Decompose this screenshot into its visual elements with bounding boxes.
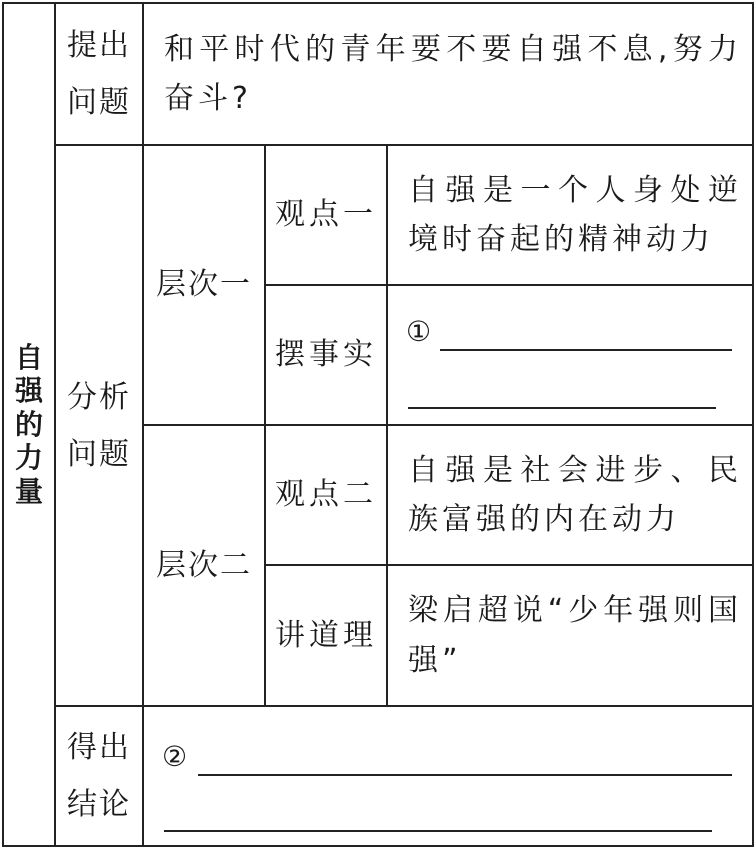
facts-label-cell <box>265 285 387 425</box>
facts-answer-cell <box>387 285 753 425</box>
reasoning-label: 讲道理 <box>275 617 377 653</box>
viewpoint-two-label-cell <box>265 425 387 565</box>
analysis-table <box>2 2 754 847</box>
table-title: 自强的力量 <box>14 340 43 508</box>
stage-analyze-label: 分析问题 <box>67 379 131 472</box>
viewpoint-one-label: 观点一 <box>275 197 377 233</box>
level-two-label: 层次二 <box>156 547 252 583</box>
viewpoint-two-label: 观点二 <box>275 477 377 513</box>
level-one-cell <box>143 145 265 425</box>
table-title-cell <box>3 3 55 846</box>
viewpoint-one-text: 自强是一个人身处逆境时奋起的精神动力 <box>408 172 743 257</box>
conclusion-answer-blank <box>144 708 752 844</box>
reasoning-text: 梁启超说“少年强则国强” <box>408 593 743 678</box>
viewpoint-two-text: 自强是社会进步、民族富强的内在动力 <box>408 452 743 537</box>
viewpoint-two-content-cell <box>387 425 753 565</box>
reasoning-content-cell <box>387 565 753 706</box>
viewpoint-one-content-cell <box>387 145 753 285</box>
answer-line <box>198 774 732 776</box>
level-one-label: 层次一 <box>156 267 252 303</box>
facts-label: 摆事实 <box>275 337 377 373</box>
level-two-cell <box>143 425 265 706</box>
reasoning-label-cell <box>265 565 387 706</box>
stage-ask-cell <box>55 3 143 145</box>
stage-analyze-cell <box>55 145 143 706</box>
answer-marker-one: ① <box>406 315 436 348</box>
question-text: 和平时代的青年要不要自强不息,努力奋斗? <box>164 31 743 116</box>
answer-line <box>164 830 712 832</box>
conclusion-answer-cell <box>143 706 753 846</box>
stage-conclude-cell <box>55 706 143 846</box>
stage-ask-label: 提出问题 <box>67 28 131 120</box>
answer-line <box>408 407 716 409</box>
question-cell <box>143 3 753 145</box>
answer-line <box>440 349 732 351</box>
viewpoint-one-label-cell <box>265 145 387 285</box>
answer-marker-two: ② <box>162 740 192 773</box>
stage-conclude-label: 得出结论 <box>67 730 131 822</box>
facts-answer-blank <box>388 287 752 423</box>
